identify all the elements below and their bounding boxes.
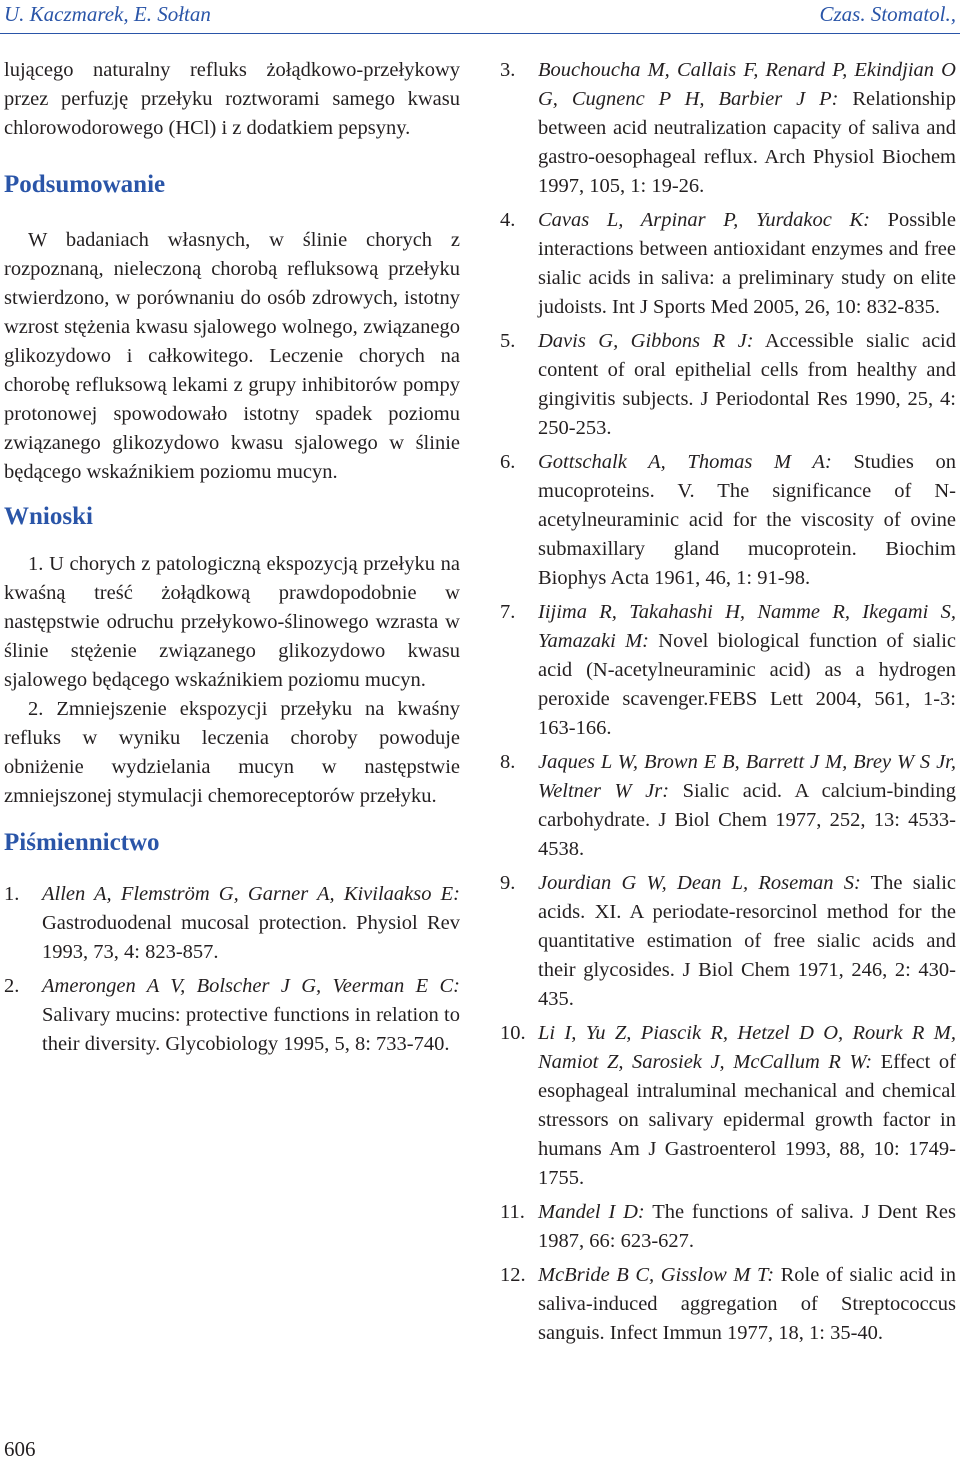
reference-authors: Amerongen A V, Bolscher J G, Veerman E C: [42, 975, 460, 997]
reference-text: The sialic acids. XI. A periodate-resorcinol method for the quantitative estimation of free sialic acids and their glycosides. J Biol Chem 1971, 246, 2: 430-435. [538, 872, 956, 1010]
header-journal: Czas. Stomatol., [819, 2, 956, 26]
reference-item [500, 598, 956, 743]
reference-number: 1. [4, 883, 20, 905]
reference-item [500, 448, 956, 593]
reference-number: 3. [500, 59, 516, 81]
reference-item [4, 880, 460, 967]
conclusions-heading: Wnioski [4, 503, 93, 530]
left-column [4, 56, 460, 1064]
reference-item [500, 1019, 956, 1193]
reference-item [4, 972, 460, 1059]
reference-authors: Gottschalk A, Thomas M A: [538, 451, 832, 473]
page-number: 606 [4, 1437, 36, 1461]
reference-text: Role of sialic acid in saliva-induced aggregation of Streptococcus sanguis. Infect Immun 1977, 18, 1: 35-40. [538, 1264, 956, 1344]
reference-number: 4. [500, 209, 516, 231]
reference-authors: Cavas L, Arpinar P, Yurdakoc K: [538, 209, 870, 231]
reference-authors: Li I, Yu Z, Piascik R, Hetzel D O, Rourk R M, Namiot Z, Sarosiek J, McCallum R W: [538, 1022, 956, 1073]
reference-authors: McBride B C, Gisslow M T: [538, 1264, 775, 1286]
reference-text: Salivary mucins: protective functions in relation to their diversity. Glycobiology 1995, 5, 8: 733-740. [42, 1004, 460, 1055]
reference-text: Effect of esophageal intraluminal mechanical and chemical stressors on salivary epidermal growth factor in humans Am J Gastroenterol 1993, 88, 10: 1749-1755. [538, 1051, 956, 1189]
reference-authors: Bouchoucha M, Callais F, Renard P, Ekindjian O G, Cugnenc P H, Barbier J P: [538, 59, 956, 110]
reference-text: Sialic acid. A calcium-binding carbohydrate. J Biol Chem 1977, 252, 13: 4533-4538. [538, 780, 956, 860]
reference-number: 12. [500, 1264, 526, 1286]
reference-list-left [4, 880, 460, 1059]
reference-number: 11. [500, 1201, 525, 1223]
reference-item [500, 206, 956, 322]
reference-authors: Jaques L W, Brown E B, Barrett J M, Brey W S Jr, Weltner W Jr: [538, 751, 956, 802]
reference-authors: Mandel I D: [538, 1201, 645, 1223]
references-heading: Piśmiennictwo [4, 829, 160, 856]
reference-item [500, 327, 956, 443]
reference-text: Studies on mucoproteins. V. The significance of N-acetylneuraminic acid for the viscosity of ovine submaxillary gland mucoprotein. Biochim Biophys Acta 1961, 46, 1: 91-98. [538, 451, 956, 589]
right-column [500, 56, 956, 1353]
conclusion-2: 2. Zmniejszenie ekspozycji przełyku na kwaśny refluks w wyniku leczenia choroby powoduje obniżenie wydzielania mucyn w następstwie zmniejszonej stymulacji chemoreceptorów przełyku. [4, 698, 460, 807]
continued-paragraph: lującego naturalny refluks żołądkowo-przełykowy przez perfuzję przełyku roztworami samego kwasu chlorowodorowego (HCl) i z dodatkiem pepsyny. [4, 59, 460, 139]
reference-authors: Jourdian G W, Dean L, Roseman S: [538, 872, 861, 894]
reference-number: 10. [500, 1022, 526, 1044]
reference-number: 6. [500, 451, 516, 473]
reference-number: 5. [500, 330, 516, 352]
summary-paragraph: W badaniach własnych, w ślinie chorych z rozpoznaną, nieleczoną chorobą refluksową przełyku stwierdzono, w porównaniu do osób zdrowych, istotny wzrost stężenia kwasu sjalowego wolnego, związanego glikozydowo i całkowitego. Leczenie chorych na chorobę refluksową lekami z grupy inhibitorów pompy protonowej spowodowało istotny spadek poziomu związanego glikozydowo kwasu sjalowego w ślinie będącego wskaźnikiem poziomu mucyn. [4, 229, 460, 483]
header-authors: U. Kaczmarek, E. Sołtan [4, 2, 211, 26]
reference-text: Possible interactions between antioxidant enzymes and free sialic acids in saliva: a preliminary study on elite judoists. Int J Sports Med 2005, 26, 10: 832-835. [538, 209, 956, 318]
reference-text: Accessible sialic acid content of oral epithelial cells from healthy and gingivitis subjects. J Periodontal Res 1990, 25, 4: 250-253. [538, 330, 957, 439]
running-header [0, 2, 960, 30]
reference-item [500, 869, 956, 1014]
reference-authors: Allen A, Flemström G, Garner A, Kivilaakso E: [42, 883, 460, 905]
reference-number: 8. [500, 751, 516, 773]
reference-authors: Iijima R, Takahashi H, Namme R, Ikegami S, Yamazaki M: [538, 601, 956, 652]
reference-item [500, 56, 956, 201]
reference-list-right [500, 56, 956, 1348]
reference-text: The functions of saliva. J Dent Res 1987, 66: 623-627. [538, 1201, 956, 1252]
header-rule [0, 33, 960, 34]
reference-number: 2. [4, 975, 20, 997]
reference-text: Novel biological function of sialic acid (N-acetylneuraminic acid) as a hydrogen peroxide scavenger.FEBS Lett 2004, 561, 1-3: 163-166. [538, 630, 957, 739]
reference-number: 7. [500, 601, 516, 623]
summary-heading: Podsumowanie [4, 171, 166, 198]
reference-authors: Davis G, Gibbons R J: [538, 330, 754, 352]
reference-item [500, 748, 956, 864]
reference-text: Gastroduodenal mucosal protection. Physiol Rev 1993, 73, 4: 823-857. [42, 912, 460, 963]
reference-item [500, 1261, 956, 1348]
conclusion-1: 1. U chorych z patologiczną ekspozycją przełyku na kwaśną treść żołądkową prawdopodobnie w następstwie odruchu przełykowo-ślinowego wzrasta w ślinie stężenie związanego glikozydowo kwasu sjalowego będącego wskaźnikiem poziomu mucyn. [4, 553, 460, 691]
reference-text: Relationship between acid neutralization capacity of saliva and gastro-oesophageal reflux. Arch Physiol Biochem 1997, 105, 1: 19-26. [538, 88, 957, 197]
reference-number: 9. [500, 872, 516, 894]
reference-item [500, 1198, 956, 1256]
